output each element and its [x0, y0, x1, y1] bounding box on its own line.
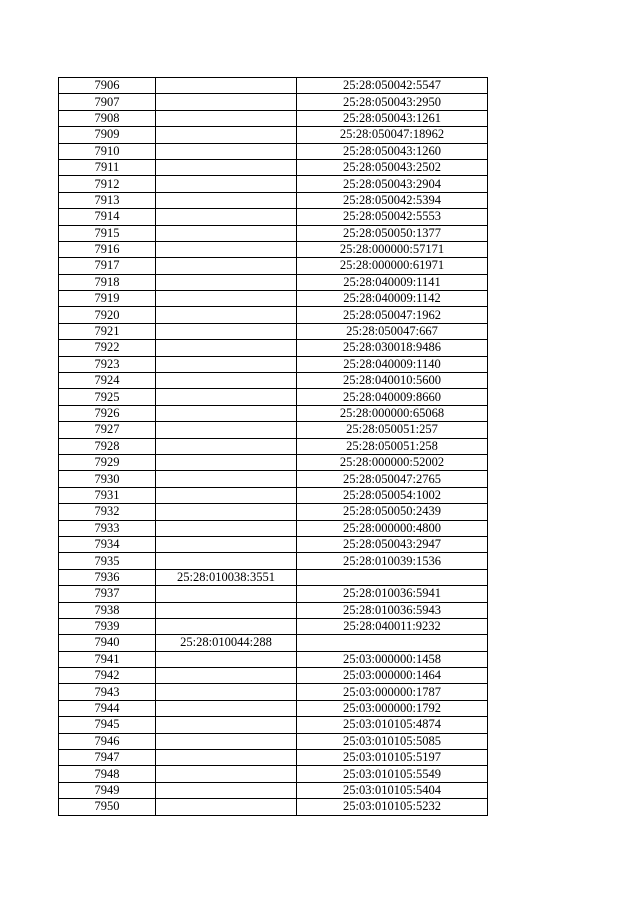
- table-row: [59, 782, 488, 798]
- table-row: [59, 291, 488, 307]
- row-number-cell: 7930: [59, 471, 156, 487]
- row-number-cell: 7911: [59, 159, 156, 175]
- cadastral-number-cell-a: [156, 307, 297, 323]
- cadastral-number-cell-a: [156, 274, 297, 290]
- table-row: [59, 422, 488, 438]
- cadastral-number-cell-a: [156, 668, 297, 684]
- cadastral-number-cell-b: 25:28:000000:4800: [297, 520, 488, 536]
- cadastral-number-cell-b: 25:03:010105:5085: [297, 733, 488, 749]
- table-row: [59, 635, 488, 651]
- table-row: [59, 110, 488, 126]
- row-number-cell: 7948: [59, 766, 156, 782]
- cadastral-number-cell-a: [156, 504, 297, 520]
- cadastral-number-cell-a: [156, 209, 297, 225]
- row-number-cell: 7916: [59, 241, 156, 257]
- cadastral-number-cell-a: [156, 110, 297, 126]
- row-number-cell: 7932: [59, 504, 156, 520]
- table-row: [59, 127, 488, 143]
- cadastral-number-cell-a: [156, 782, 297, 798]
- table-row: [59, 340, 488, 356]
- table-row: [59, 454, 488, 470]
- table-row: [59, 668, 488, 684]
- row-number-cell: 7922: [59, 340, 156, 356]
- cadastral-number-cell-a: [156, 356, 297, 372]
- row-number-cell: 7928: [59, 438, 156, 454]
- table-row: [59, 323, 488, 339]
- cadastral-number-cell-b: 25:28:040009:1140: [297, 356, 488, 372]
- table-body: [59, 78, 488, 816]
- table-row: [59, 258, 488, 274]
- cadastral-number-cell-b: 25:03:000000:1464: [297, 668, 488, 684]
- cadastral-number-cell-b: 25:28:050051:257: [297, 422, 488, 438]
- table-row: [59, 356, 488, 372]
- row-number-cell: 7936: [59, 569, 156, 585]
- row-number-cell: 7924: [59, 373, 156, 389]
- row-number-cell: 7949: [59, 782, 156, 798]
- row-number-cell: 7933: [59, 520, 156, 536]
- table-row: [59, 504, 488, 520]
- cadastral-number-cell-a: [156, 422, 297, 438]
- cadastral-number-cell-a: 25:28:010038:3551: [156, 569, 297, 585]
- row-number-cell: 7927: [59, 422, 156, 438]
- row-number-cell: 7940: [59, 635, 156, 651]
- row-number-cell: 7946: [59, 733, 156, 749]
- cadastral-number-cell-a: [156, 799, 297, 815]
- cadastral-number-cell-a: [156, 766, 297, 782]
- table-row: [59, 94, 488, 110]
- table-row: [59, 225, 488, 241]
- cadastral-number-cell-a: [156, 291, 297, 307]
- cadastral-number-cell-a: [156, 176, 297, 192]
- cadastral-number-cell-a: [156, 405, 297, 421]
- cadastral-number-cell-b: 25:28:040010:5600: [297, 373, 488, 389]
- cadastral-number-cell-b: 25:28:040011:9232: [297, 618, 488, 634]
- cadastral-number-cell-a: [156, 78, 297, 94]
- cadastral-number-cell-a: [156, 225, 297, 241]
- row-number-cell: 7943: [59, 684, 156, 700]
- cadastral-number-cell-a: [156, 717, 297, 733]
- cadastral-number-cell-a: [156, 127, 297, 143]
- cadastral-number-cell-b: 25:03:000000:1787: [297, 684, 488, 700]
- table-row: [59, 684, 488, 700]
- cadastral-number-cell-a: [156, 258, 297, 274]
- cadastral-number-cell-a: [156, 192, 297, 208]
- cadastral-number-cell-b: 25:28:050043:2502: [297, 159, 488, 175]
- cadastral-number-cell-b: 25:28:050047:2765: [297, 471, 488, 487]
- cadastral-number-cell-a: [156, 553, 297, 569]
- cadastral-number-cell-b: 25:28:000000:57171: [297, 241, 488, 257]
- table-row: [59, 717, 488, 733]
- row-number-cell: 7947: [59, 750, 156, 766]
- cadastral-number-cell-a: [156, 471, 297, 487]
- row-number-cell: 7931: [59, 487, 156, 503]
- row-number-cell: 7945: [59, 717, 156, 733]
- cadastral-number-cell-a: [156, 389, 297, 405]
- row-number-cell: 7906: [59, 78, 156, 94]
- row-number-cell: 7917: [59, 258, 156, 274]
- cadastral-number-cell-a: [156, 700, 297, 716]
- cadastral-number-cell-b: 25:28:050042:5553: [297, 209, 488, 225]
- cadastral-number-cell-a: [156, 323, 297, 339]
- table-row: [59, 520, 488, 536]
- row-number-cell: 7926: [59, 405, 156, 421]
- table-row: [59, 602, 488, 618]
- row-number-cell: 7937: [59, 586, 156, 602]
- table-row: [59, 799, 488, 815]
- table-row: [59, 569, 488, 585]
- cadastral-number-cell-a: [156, 487, 297, 503]
- cadastral-number-cell-b: 25:28:050042:5547: [297, 78, 488, 94]
- row-number-cell: 7907: [59, 94, 156, 110]
- row-number-cell: 7929: [59, 454, 156, 470]
- cadastral-number-cell-b: 25:03:010105:4874: [297, 717, 488, 733]
- cadastral-number-cell-a: [156, 340, 297, 356]
- row-number-cell: 7908: [59, 110, 156, 126]
- cadastral-number-cell-b: 25:03:010105:5404: [297, 782, 488, 798]
- cadastral-number-cell-b: 25:28:010039:1536: [297, 553, 488, 569]
- cadastral-number-cell-a: [156, 520, 297, 536]
- row-number-cell: 7915: [59, 225, 156, 241]
- cadastral-number-cell-a: [156, 750, 297, 766]
- table-row: [59, 159, 488, 175]
- cadastral-number-cell-b: 25:28:030018:9486: [297, 340, 488, 356]
- table-row: [59, 651, 488, 667]
- table-row: [59, 618, 488, 634]
- row-number-cell: 7913: [59, 192, 156, 208]
- row-number-cell: 7909: [59, 127, 156, 143]
- cadastral-number-cell-b: 25:28:050043:1260: [297, 143, 488, 159]
- cadastral-number-cell-b: 25:28:050042:5394: [297, 192, 488, 208]
- cadastral-number-cell-b: 25:28:010036:5941: [297, 586, 488, 602]
- cadastral-number-cell-a: [156, 373, 297, 389]
- table-row: [59, 176, 488, 192]
- cadastral-number-cell-a: [156, 438, 297, 454]
- table-row: [59, 274, 488, 290]
- cadastral-number-cell-a: [156, 94, 297, 110]
- cadastral-number-cell-b: 25:28:050043:2947: [297, 536, 488, 552]
- cadastral-number-cell-a: [156, 602, 297, 618]
- table-row: [59, 389, 488, 405]
- table-row: [59, 438, 488, 454]
- cadastral-number-cell-a: [156, 159, 297, 175]
- table-row: [59, 143, 488, 159]
- cadastral-number-cell-a: [156, 684, 297, 700]
- row-number-cell: 7950: [59, 799, 156, 815]
- table-row: [59, 192, 488, 208]
- row-number-cell: 7919: [59, 291, 156, 307]
- cadastral-number-cell-a: [156, 733, 297, 749]
- table-row: [59, 241, 488, 257]
- cadastral-number-cell-a: [156, 618, 297, 634]
- cadastral-number-cell-b: 25:28:050051:258: [297, 438, 488, 454]
- cadastral-number-cell-b: 25:28:050047:667: [297, 323, 488, 339]
- cadastral-number-cell-b: 25:28:000000:52002: [297, 454, 488, 470]
- row-number-cell: 7914: [59, 209, 156, 225]
- table-row: [59, 487, 488, 503]
- cadastral-number-cell-a: 25:28:010044:288: [156, 635, 297, 651]
- cadastral-number-cell-b: 25:28:040009:1142: [297, 291, 488, 307]
- table-row: [59, 750, 488, 766]
- cadastral-number-cell-b: 25:28:050047:1962: [297, 307, 488, 323]
- cadastral-number-cell-b: 25:03:000000:1792: [297, 700, 488, 716]
- row-number-cell: 7918: [59, 274, 156, 290]
- cadastral-number-cell-a: [156, 241, 297, 257]
- cadastral-number-cell-b: 25:28:050050:1377: [297, 225, 488, 241]
- row-number-cell: 7921: [59, 323, 156, 339]
- row-number-cell: 7923: [59, 356, 156, 372]
- table-row: [59, 766, 488, 782]
- cadastral-number-cell-b: 25:28:050054:1002: [297, 487, 488, 503]
- cadastral-number-cell-b: 25:03:010105:5232: [297, 799, 488, 815]
- cadastral-number-cell-b: 25:03:010105:5197: [297, 750, 488, 766]
- cadastral-number-cell-b: [297, 635, 488, 651]
- row-number-cell: 7935: [59, 553, 156, 569]
- row-number-cell: 7941: [59, 651, 156, 667]
- row-number-cell: 7938: [59, 602, 156, 618]
- table-row: [59, 536, 488, 552]
- table-row: [59, 733, 488, 749]
- cadastral-number-cell-a: [156, 143, 297, 159]
- cadastral-number-cell-b: 25:28:040009:1141: [297, 274, 488, 290]
- cadastral-number-cell-b: 25:03:010105:5549: [297, 766, 488, 782]
- row-number-cell: 7934: [59, 536, 156, 552]
- table-row: [59, 373, 488, 389]
- cadastral-number-cell-b: 25:03:000000:1458: [297, 651, 488, 667]
- cadastral-number-cell-b: 25:28:010036:5943: [297, 602, 488, 618]
- row-number-cell: 7925: [59, 389, 156, 405]
- cadastral-number-cell-b: 25:28:000000:65068: [297, 405, 488, 421]
- table-row: [59, 553, 488, 569]
- cadastral-number-table: [58, 77, 488, 816]
- cadastral-number-cell-b: 25:28:050047:18962: [297, 127, 488, 143]
- table-row: [59, 471, 488, 487]
- row-number-cell: 7920: [59, 307, 156, 323]
- row-number-cell: 7939: [59, 618, 156, 634]
- cadastral-number-cell-a: [156, 536, 297, 552]
- cadastral-number-cell-a: [156, 651, 297, 667]
- cadastral-number-cell-a: [156, 454, 297, 470]
- table-row: [59, 307, 488, 323]
- row-number-cell: 7912: [59, 176, 156, 192]
- cadastral-number-cell-b: 25:28:040009:8660: [297, 389, 488, 405]
- row-number-cell: 7942: [59, 668, 156, 684]
- cadastral-number-cell-b: 25:28:050043:1261: [297, 110, 488, 126]
- table-row: [59, 700, 488, 716]
- table-row: [59, 405, 488, 421]
- cadastral-number-cell-b: 25:28:050050:2439: [297, 504, 488, 520]
- table-row: [59, 78, 488, 94]
- row-number-cell: 7944: [59, 700, 156, 716]
- cadastral-number-cell-b: 25:28:050043:2950: [297, 94, 488, 110]
- table-row: [59, 209, 488, 225]
- cadastral-number-cell-b: 25:28:000000:61971: [297, 258, 488, 274]
- cadastral-number-cell-b: 25:28:050043:2904: [297, 176, 488, 192]
- row-number-cell: 7910: [59, 143, 156, 159]
- cadastral-number-cell-b: [297, 569, 488, 585]
- table-row: [59, 586, 488, 602]
- cadastral-number-cell-a: [156, 586, 297, 602]
